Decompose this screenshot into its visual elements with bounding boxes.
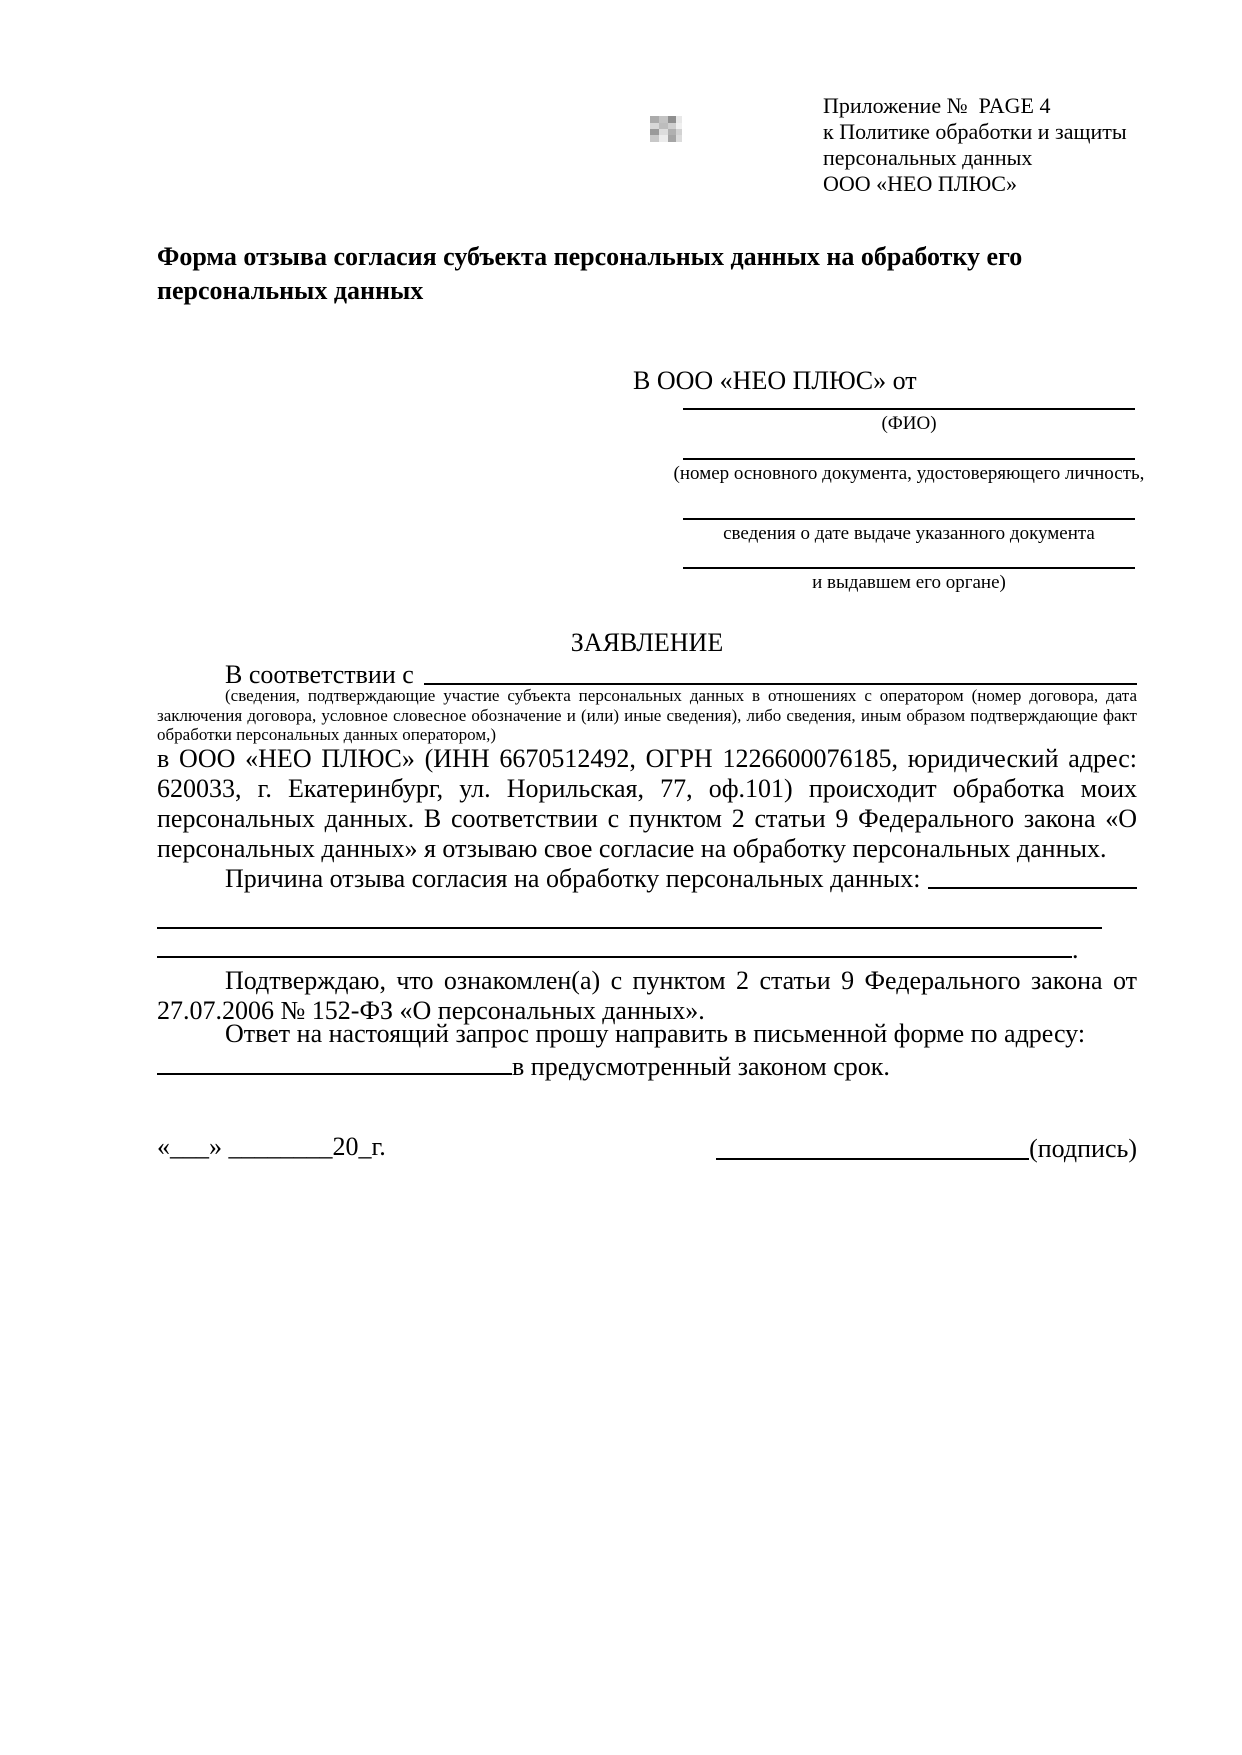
signature-block [716, 1132, 1137, 1164]
issuing-authority-caption: и выдавшем его органе) [812, 572, 1006, 593]
reply-suffix: в предусмотренный законом срок. [512, 1052, 890, 1081]
signature-blank-line [716, 1132, 1029, 1160]
appendix-line-1: Приложение № PAGE 4 [823, 93, 1051, 118]
body-paragraph: в ООО «НЕО ПЛЮС» (ИНН 6670512492, ОГРН 1226600076185, юридический адрес: 620033, г. Екатеринбург, ул. Норильская, 77, оф.101) происходит обработка моих персональных данных. В соответствии с пунктом 2 статьи 9 Федерального закона «О персональных данных» я отзываю свое согласие на обработку персональных данных. [157, 744, 1137, 863]
issue-date-blank-line [683, 518, 1135, 520]
appendix-line-3: персональных данных [823, 145, 1033, 170]
document-number-caption: (номер основного документа, удостоверяющего личность, [673, 463, 1145, 484]
confirmation-paragraph: Подтверждаю, что ознакомлен(а) с пунктом 2 статьи 9 Федерального закона от 27.07.2006 № 152-ФЗ «О персональных данных». [157, 966, 1137, 1025]
date-line: «___» ________20_г. [157, 1132, 386, 1161]
reply-paragraph [157, 1018, 1137, 1082]
blurred-image-icon [650, 116, 682, 142]
reason-blank-row-1 [157, 900, 1102, 929]
accordance-blank-line [424, 660, 1137, 685]
reply-prefix: Ответ на настоящий запрос прошу направить в письменной форме по адресу: [225, 1019, 1086, 1048]
appendix-header-block [823, 93, 1153, 197]
note-small-text: (сведения, подтверждающие участие субъекта персональных данных в отношениях с оператором (номер договора, дата заключения договора, условное словесное обозначение и (или) иные сведения), либо сведения, иным образом подтверждающие факт обработки персональных данных оператором,) [157, 686, 1137, 744]
addressee-line: В ООО «НЕО ПЛЮС» от [633, 366, 917, 395]
accordance-prefix: В соответствии с [225, 660, 414, 689]
fio-field-row [683, 408, 1135, 434]
document-number-blank-line [683, 458, 1135, 460]
fio-blank-line [683, 408, 1135, 410]
reason-prefix: Причина отзыва согласия на обработку персональных данных: [225, 864, 921, 893]
blank-row-period: . [1072, 935, 1079, 964]
issue-date-caption: сведения о дате выдаче указанного документа [723, 523, 1095, 544]
statement-heading: ЗАЯВЛЕНИЕ [570, 628, 724, 657]
reason-row [157, 864, 1137, 894]
document-number-field-row [673, 458, 1145, 484]
reason-blank-line [928, 864, 1137, 889]
issuing-authority-blank-line [683, 567, 1135, 569]
signature-caption: (подпись) [1029, 1134, 1137, 1163]
fio-caption: (ФИО) [881, 413, 937, 434]
appendix-line-4: ООО «НЕО ПЛЮС» [823, 171, 1017, 196]
appendix-line-2: к Политике обработки и защиты [823, 119, 1127, 144]
reply-address-blank-line [157, 1049, 512, 1075]
reason-blank-row-2 [157, 930, 1137, 965]
date-signature-row [157, 1132, 1137, 1164]
identity-fields-block [673, 408, 1145, 613]
issuing-authority-field-row [683, 567, 1135, 593]
issue-date-field-row [683, 518, 1135, 544]
document-title: Форма отзыва согласия субъекта персональных данных на обработку его персональных данных [157, 242, 1023, 305]
reason-blank-line-2 [157, 930, 1072, 958]
